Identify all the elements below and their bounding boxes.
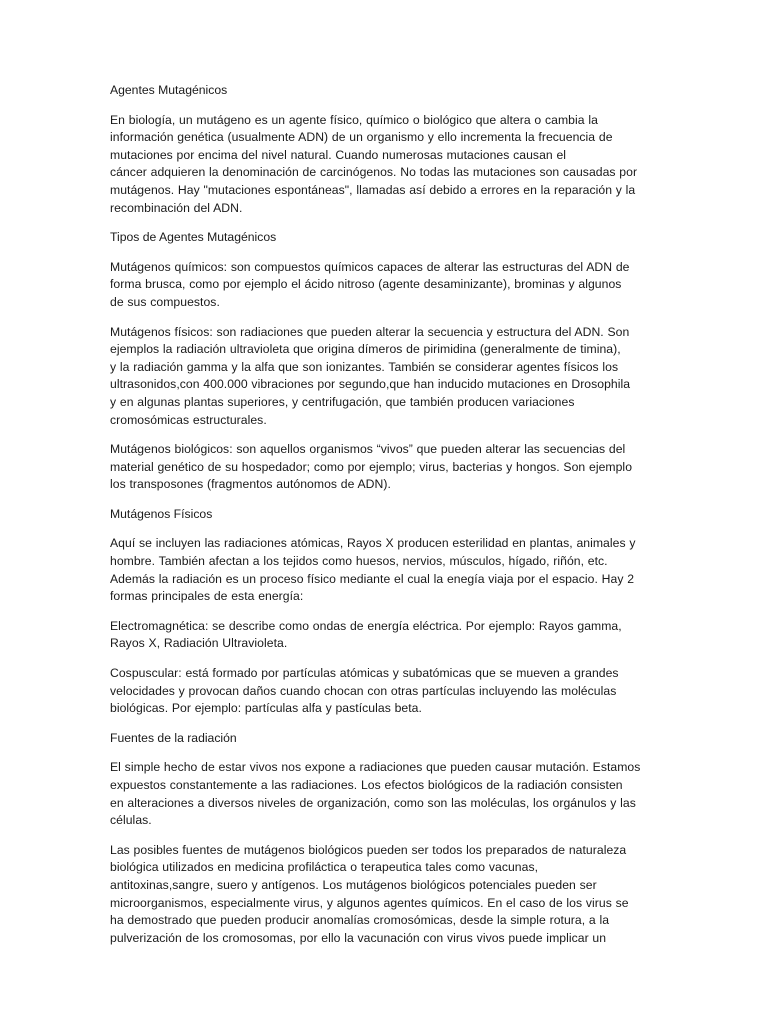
text-line: pulverización de los cromosomas, por ello la vacunación con virus vivos puede implicar un [110,930,607,945]
text-line: células. [110,813,152,828]
text-line: mutágenos. Hay "mutaciones espontáneas", llamadas así debido a errores en la reparación y la [110,182,636,197]
text-line: microorganismos, especialmente virus, y algunos agentes químicos. En el caso de los virus se [110,895,629,910]
text-line: material genético de su hospedador; como por ejemplo; virus, bacterias y hongos. Son ejemplo [110,459,633,474]
paragraph-fisicos [110,324,664,430]
text-line: En biología, un mutágeno es un agente físico, químico o biológico que altera o cambia la [110,112,598,127]
text-line: de sus compuestos. [110,294,220,309]
text-line: Mutágenos químicos: son compuestos químicos capaces de alterar las estructuras del ADN de [110,259,630,274]
paragraph-simple-hecho [110,759,664,829]
text-line: formas principales de esta energía: [110,589,304,604]
text-line: Cospuscular: está formado por partículas atómicas y subatómicas que se mueven a grandes [110,666,619,681]
text-line: en alteraciones a diversos niveles de organización, como son las moléculas, los orgánulos y las [110,795,636,810]
paragraph-electromagnetica [110,618,664,653]
text-line: biológicas. Por ejemplo: partículas alfa y pastículas beta. [110,701,422,716]
text-line: Además la radiación es un proceso físico mediante el cual la enegía viaja por el espacio. Hay 2 [110,571,635,586]
text-line: Mutágenos físicos: son radiaciones que pueden alterar la secuencia y estructura del ADN. Son [110,324,630,339]
text-line: recombinación del ADN. [110,200,243,215]
section-heading-fuentes: Fuentes de la radiación [110,730,237,745]
paragraph-biologicos [110,441,664,494]
paragraph-intro [110,112,664,218]
paragraph-quimicos [110,259,664,312]
document-title: Agentes Mutagénicos [110,83,228,97]
text-line: Aquí se incluyen las radiaciones atómicas, Rayos X producen esterilidad en plantas, animales y [110,536,636,551]
text-line: forma brusca, como por ejemplo el ácido nitroso (agente desaminizante), brominas y algunos [110,277,622,292]
text-line: ejemplos la radiación ultravioleta que origina dímeros de pirimidina (generalmente de timina), [110,342,621,357]
text-line: Mutágenos biológicos: son aquellos organismos “vivos” que pueden alterar las secuencias del [110,442,626,457]
paragraph-posibles-fuentes [110,842,664,948]
text-line: velocidades y provocan daños cuando chocan con otras partículas incluyendo las moléculas [110,683,617,698]
text-line: mutaciones por encima del nivel natural. Cuando numerosas mutaciones causan el [110,147,567,162]
paragraph-aqui [110,535,664,605]
text-line: información genética (usualmente ADN) de un organismo y ello incrementa la frecuencia de [110,130,613,145]
section-heading-mutagenos-fisicos: Mutágenos Físicos [110,506,213,521]
text-line: y en algunas plantas superiores, y centrifugación, que también producen variaciones [110,394,575,409]
text-line: Rayos X, Radiación Ultravioleta. [110,636,288,651]
text-line: y la radiación gamma y la alfa que son ionizantes. También se considerar agentes físicos los [110,359,619,374]
text-line: expuestos constantemente a las radiaciones. Los efectos biológicos de la radiación consisten [110,778,623,792]
text-line: cromosómicas estructurales. [110,412,267,427]
text-line: hombre. También afectan a los tejidos como huesos, nervios, músculos, hígado, riñón, etc. [110,554,608,569]
text-line: antitoxinas,sangre, suero y antígenos. Los mutágenos biológicos potenciales pueden ser [110,877,597,892]
text-line: Electromagnética: se describe como ondas de energía eléctrica. Por ejemplo: Rayos gamma, [110,618,622,633]
text-line: El simple hecho de estar vivos nos expone a radiaciones que pueden causar mutación. Estamos [110,760,641,775]
text-line: biológica utilizados en medicina profiláctica o terapeutica tales como vacunas, [110,860,539,875]
section-heading-tipos: Tipos de Agentes Mutagénicos [110,230,277,245]
text-line: Las posibles fuentes de mutágenos biológicos pueden ser todos los preparados de naturaleza [110,842,627,857]
text-line: los transposones (fragmentos autónomos de ADN). [110,477,391,492]
text-line: ha demostrado que pueden producir anomalías cromosómicas, desde la simple rotura, a la [110,913,610,928]
paragraph-cospuscular [110,665,664,718]
text-line: cáncer adquieren la denominación de carcinógenos. No todas las mutaciones son causadas por [110,165,638,180]
text-line: ultrasonidos,con 400.000 vibraciones por segundo,que han inducido mutaciones en Drosophila [110,377,631,392]
